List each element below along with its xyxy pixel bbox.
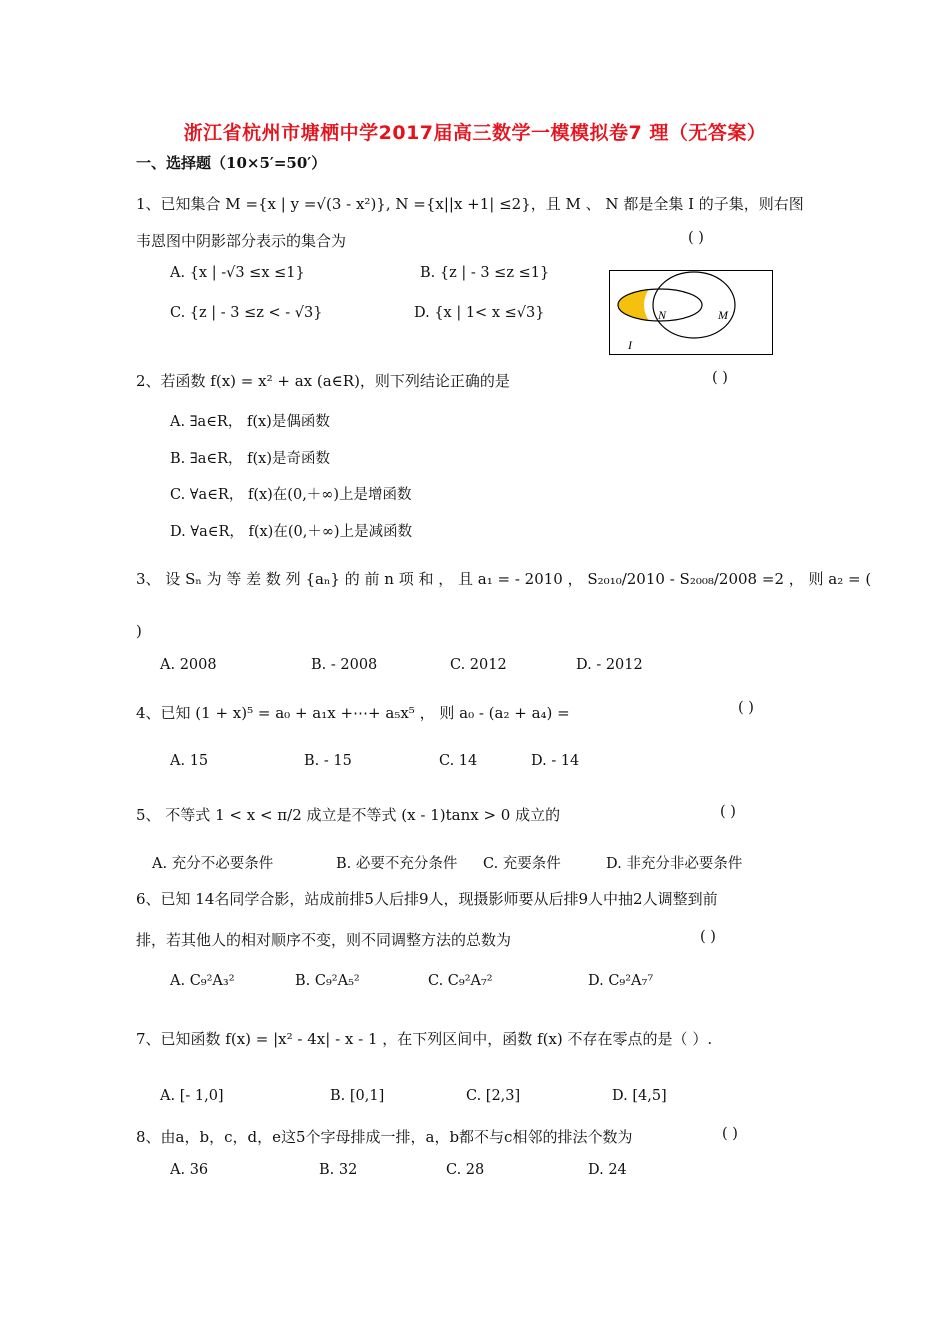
question-6-stem-line2: 排，若其他人的相对顺序不变，则不同调整方法的总数为 — [136, 931, 512, 949]
question-6-option-c: C. C₉²A₇² — [428, 973, 493, 989]
question-3-option-a: A. 2008 — [160, 657, 217, 673]
question-6-option-d: D. C₉²A₇⁷ — [588, 973, 654, 989]
question-7-option-d: D. [4,5] — [612, 1088, 667, 1104]
venn-label-n: N — [658, 308, 667, 322]
question-1-stem-line1: 1、已知集合 M ={x | y =√(3 - x²)}, N ={x||x +1| ≤2}，且 M 、 N 都是全集 I 的子集，则右图 — [136, 195, 804, 213]
question-4-option-b: B. - 15 — [304, 753, 352, 769]
question-1-option-d: D. {x | 1< x ≤√3} — [414, 305, 545, 321]
question-2-stem: 2、若函数 f(x) = x² + ax (a∈R)，则下列结论正确的是 — [136, 372, 510, 390]
question-1-option-a: A. {x | -√3 ≤x ≤1} — [170, 265, 305, 281]
question-4-option-c: C. 14 — [439, 753, 478, 769]
question-5-option-d: D. 非充分非必要条件 — [606, 856, 743, 872]
question-6-option-b: B. C₉²A₅² — [295, 973, 360, 989]
question-6-answer-paren: ( ) — [700, 929, 716, 945]
question-8-option-b: B. 32 — [319, 1162, 358, 1178]
question-3-option-c: C. 2012 — [450, 657, 507, 673]
question-8-option-a: A. 36 — [170, 1162, 209, 1178]
question-5-stem: 5、 不等式 1 < x < π/2 成立是不等式 (x - 1)tanx > 0 成立的 — [136, 806, 561, 824]
question-7-option-b: B. [0,1] — [330, 1088, 385, 1104]
question-7-option-a: A. [- 1,0] — [160, 1088, 224, 1104]
question-2-answer-paren: ( ) — [712, 370, 728, 386]
question-2-option-a: A. ∃a∈R， f(x)是偶函数 — [170, 414, 330, 430]
question-4-answer-paren: ( ) — [738, 700, 754, 716]
question-5-option-b: B. 必要不充分条件 — [336, 856, 458, 872]
question-1-answer-paren: ( ) — [688, 230, 704, 246]
venn-label-m: M — [718, 308, 728, 322]
venn-diagram — [609, 270, 773, 355]
question-2-option-d: D. ∀a∈R， f(x)在(0,＋∞)上是减函数 — [170, 524, 413, 540]
question-3-stem: 3、 设 Sₙ 为 等 差 数 列 {aₙ} 的 前 n 项 和 ， 且 a₁ = - 2010 ， S₂₀₁₀/2010 - S₂₀₀₈/2008 =2 ， 则 a₂ = ( — [136, 570, 872, 588]
venn-diagram-svg — [610, 271, 772, 354]
question-7-stem: 7、已知函数 f(x) = |x² - 4x| - x - 1 ，在下列区间中，函数 f(x) 不存在零点的是（ ）. — [136, 1030, 713, 1048]
section-heading: 一、选择题（10×5′=50′） — [136, 154, 327, 172]
question-2-option-b: B. ∃a∈R， f(x)是奇函数 — [170, 451, 331, 467]
question-4-stem: 4、已知 (1 + x)⁵ = a₀ + a₁x +⋯+ a₅x⁵ ， 则 a₀ - (a₂ + a₄) = — [136, 704, 570, 722]
question-8-stem: 8、由a，b，c，d，e这5个字母排成一排，a，b都不与c相邻的排法个数为 — [136, 1128, 633, 1146]
question-6-option-a: A. C₉²A₃² — [170, 973, 235, 989]
question-5-answer-paren: ( ) — [720, 804, 736, 820]
question-1-option-b: B. {z | - 3 ≤z ≤1} — [420, 265, 550, 281]
question-1-option-c: C. {z | - 3 ≤z < - √3} — [170, 305, 323, 321]
document-title: 浙江省杭州市塘栖中学2017届高三数学一模模拟卷7 理（无答案） — [183, 122, 767, 144]
question-1-stem-line2: 韦恩图中阴影部分表示的集合为 — [136, 232, 347, 250]
question-8-option-d: D. 24 — [588, 1162, 627, 1178]
question-3-option-d: D. - 2012 — [576, 657, 643, 673]
question-8-option-c: C. 28 — [446, 1162, 485, 1178]
question-8-answer-paren: ( ) — [722, 1126, 738, 1142]
question-3-option-b: B. - 2008 — [311, 657, 378, 673]
question-3-stem-line2: ) — [136, 622, 142, 640]
venn-set-m-outline — [653, 272, 735, 338]
venn-label-i: I — [628, 338, 632, 352]
question-4-option-d: D. - 14 — [531, 753, 580, 769]
question-4-option-a: A. 15 — [170, 753, 209, 769]
question-7-option-c: C. [2,3] — [466, 1088, 521, 1104]
question-6-stem-line1: 6、已知 14名同学合影，站成前排5人后排9人，现摄影师要从后排9人中抽2人调整到前 — [136, 890, 718, 908]
question-2-option-c: C. ∀a∈R， f(x)在(0,＋∞)上是增函数 — [170, 487, 412, 503]
question-5-option-a: A. 充分不必要条件 — [152, 856, 274, 872]
question-5-option-c: C. 充要条件 — [483, 856, 561, 872]
